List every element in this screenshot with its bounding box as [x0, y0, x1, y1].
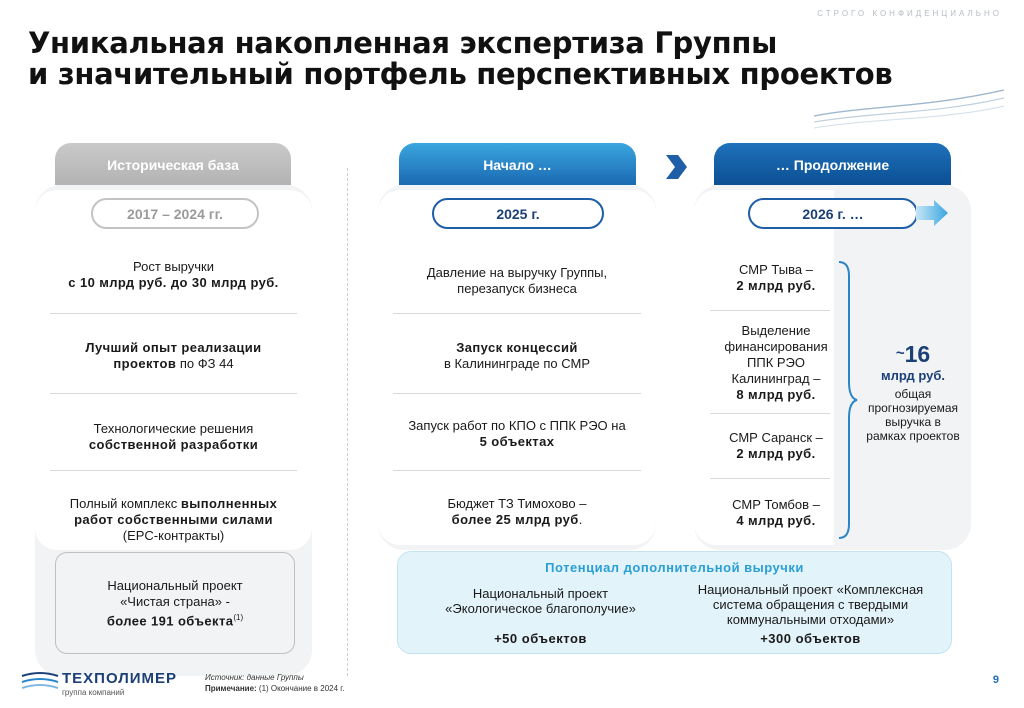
chevron-right-icon	[660, 152, 690, 182]
history-item-tech: Технологические решения собственной разработки	[88, 421, 259, 452]
start-item-pressure: Давление на выручку Группы, перезапуск бизнеса	[426, 265, 608, 296]
period-2017-2024: 2017 – 2024 гг.	[91, 198, 259, 229]
total-revenue: ~16 млрд руб. общая прогнозируемая выручка в рамках проектов	[866, 341, 960, 443]
divider	[393, 470, 641, 471]
confidential-label: СТРОГО КОНФИДЕНЦИАЛЬНО	[817, 9, 1002, 18]
additional-revenue-potential	[397, 551, 952, 654]
divider	[710, 413, 830, 414]
dashed-separator	[347, 168, 348, 676]
divider	[393, 393, 641, 394]
potential-eco: Национальный проект «Экологическое благополучие»	[445, 586, 636, 616]
source-note: Источник: данные Группы Примечание: (1) Окончание в 2024 г.	[205, 673, 345, 693]
logo-icon	[20, 670, 60, 694]
page-title	[28, 28, 988, 90]
tab-continuation: … Продолжение	[714, 143, 951, 185]
history-item-experience: Лучший опыт реализации проектов по ФЗ 44	[85, 340, 262, 371]
continuation-item-saransk: СМР Саранск – 2 млрд руб.	[729, 430, 823, 461]
company-logo-text: ТЕХПОЛИМЕР	[62, 670, 178, 687]
company-logo-subtitle: группа компаний	[62, 688, 125, 697]
history-item-revenue: Рост выручки с 10 млрд руб. до 30 млрд руб.	[68, 259, 279, 290]
potential-eco-value: +50 объектов	[494, 631, 587, 646]
potential-waste-value: +300 объектов	[760, 631, 861, 646]
title-line-1: Уникальная накопленная экспертиза Группы	[28, 26, 777, 60]
arrow-right-icon	[916, 198, 950, 228]
start-item-concessions: Запуск концессий в Калининграде по СМР	[443, 340, 591, 371]
title-line-2: и значительный портфель перспективных проектов	[28, 57, 893, 91]
period-2025: 2025 г.	[432, 198, 604, 229]
potential-waste: Национальный проект «Комплексная система обращения с твердыми коммунальными отходами»	[697, 582, 924, 627]
continuation-item-tyva: СМР Тыва – 2 млрд руб.	[736, 262, 816, 293]
history-item-epc: Полный комплекс выполненных работ собственными силами (EPC-контракты)	[69, 496, 278, 543]
page-number: 9	[992, 674, 999, 686]
start-item-budget: Бюджет ТЗ Тимохово – более 25 млрд руб.	[447, 496, 587, 527]
continuation-item-kaliningrad: Выделение финансирования ППК РЭО Калининград – 8 млрд руб.	[724, 323, 828, 402]
divider	[50, 470, 297, 471]
period-2026: 2026 г. …	[748, 198, 918, 229]
continuation-item-tombov: СМР Томбов – 4 млрд руб.	[732, 497, 820, 528]
divider	[710, 478, 830, 479]
start-item-kpo: Запуск работ по КПО с ППК РЭО на 5 объектах	[408, 418, 626, 449]
potential-title: Потенциал дополнительной выручки	[545, 560, 804, 575]
divider	[50, 393, 297, 394]
divider	[50, 313, 297, 314]
divider	[710, 310, 830, 311]
national-project-clean-country: Национальный проект «Чистая страна» - более 191 объекта$^{(1)}$	[106, 578, 244, 629]
tab-history: Историческая база	[55, 143, 291, 185]
divider	[393, 313, 641, 314]
waves-icon	[814, 86, 1004, 130]
tab-start: Начало …	[399, 143, 636, 185]
